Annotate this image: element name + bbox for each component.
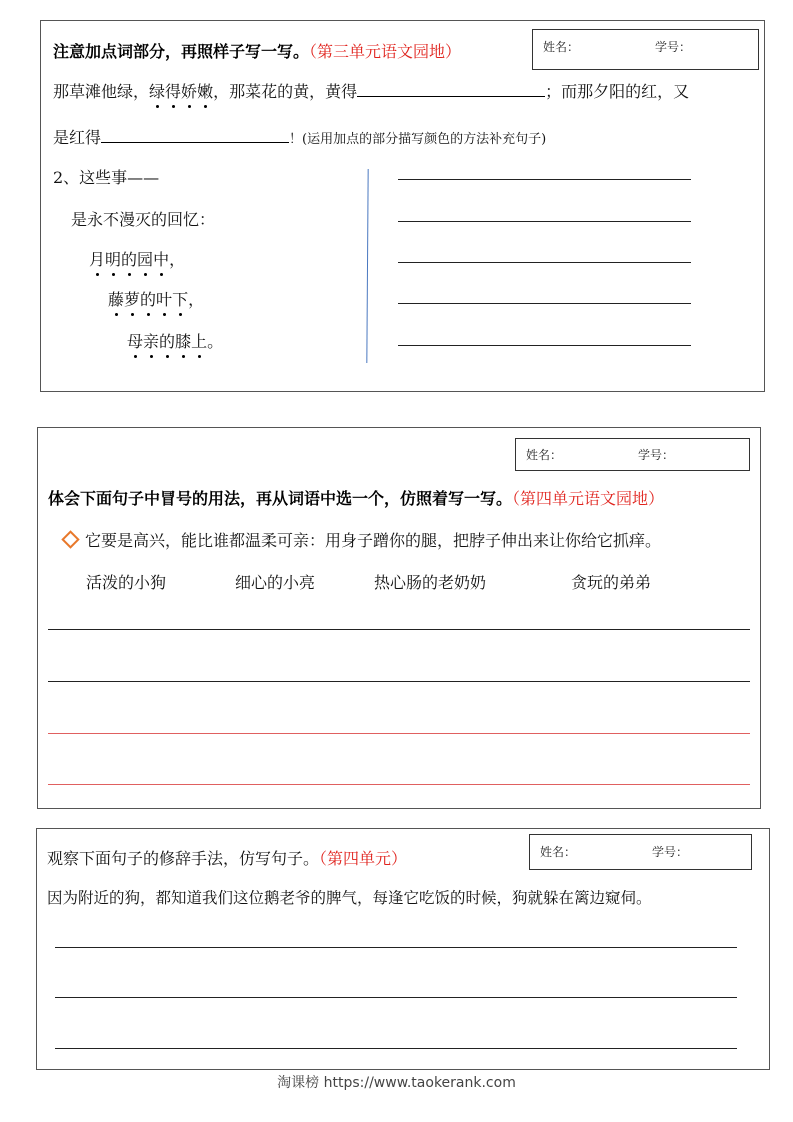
card1-line2: 是红得 ！(运用加点的部分描写颜色的方法补充句子) (53, 128, 547, 147)
dotted-char: 藤 (108, 287, 124, 310)
footer-watermark: 淘课榜 https://www.taokerank.com (277, 1075, 516, 1091)
word-choice[interactable]: 热心肠的老奶奶 (374, 573, 487, 592)
word-choice[interactable]: 贪玩的弟弟 (571, 573, 652, 592)
word-choice[interactable]: 细心的小亮 (235, 573, 316, 592)
name-label: 姓名： (540, 845, 577, 859)
dotted-char: 月 (89, 247, 105, 270)
id-label: 学号： (652, 845, 689, 859)
example-sentence: 它要是高兴，能比谁都温柔可亲：用身子蹭你的腿，把脖子伸出来让你给它抓痒。 (64, 528, 661, 551)
dotted-char: 下 (172, 287, 188, 310)
dotted-char: 园 (137, 247, 153, 270)
dotted-char: 萝 (124, 287, 140, 310)
id-label: 学号： (638, 448, 675, 462)
name-id-box-1[interactable] (532, 29, 759, 70)
dotted-char: 娇 (181, 79, 197, 102)
card1-title (53, 39, 461, 62)
vertical-divider (366, 169, 368, 363)
poem-line-3: 藤萝的叶下， (108, 287, 204, 310)
dotted-char: 的 (121, 247, 137, 270)
writing-line[interactable] (48, 733, 750, 734)
writing-line[interactable] (398, 345, 691, 346)
answer-blank-2[interactable] (101, 126, 289, 143)
word-choice[interactable]: 活泼的小狗 (86, 573, 167, 592)
writing-line[interactable] (48, 681, 750, 682)
name-label: 姓名： (543, 40, 580, 54)
card3-title: 观察下面句子的修辞手法，仿写句子。（第四单元） (47, 849, 408, 868)
writing-line[interactable] (55, 947, 737, 948)
q2-title: 2、这些事—— (53, 168, 160, 187)
dotted-char: 得 (165, 79, 181, 102)
dotted-char: 明 (105, 247, 121, 270)
poem-line-1: 是永不漫灭的回忆： (71, 210, 216, 229)
exercise-card-3 (36, 828, 770, 1070)
answer-blank-1[interactable] (357, 80, 545, 97)
dotted-phrase (149, 82, 213, 101)
poem-line-2: 月明的园中， (89, 247, 185, 270)
name-id-box-3[interactable] (529, 834, 752, 870)
writing-line[interactable] (398, 262, 691, 263)
card1-title-text: 注意加点词部分，再照样子写一写。 (53, 42, 310, 61)
card1-line1: 那草滩他绿，绿得娇嫩，那菜花的黄，黄得 ；而那夕阳的红，又 (53, 79, 689, 102)
dotted-char: 叶 (156, 287, 172, 310)
dotted-char: 亲 (143, 329, 159, 352)
dotted-char: 嫩 (197, 79, 213, 102)
poem-line-4: 母亲的膝上。 (127, 329, 223, 352)
diamond-bullet-icon (61, 530, 79, 548)
writing-line[interactable] (398, 221, 691, 222)
dotted-char: 绿 (149, 79, 165, 102)
dotted-char: 膝 (175, 329, 191, 352)
dotted-char: 中 (153, 247, 169, 270)
name-label: 姓名： (526, 448, 563, 462)
exercise-card-2 (37, 427, 761, 809)
dotted-char: 上 (191, 329, 207, 352)
model-sentence: 因为附近的狗，都知道我们这位鹅老爷的脾气，每逢它吃饭的时候，狗就躲在篱边窥伺。 (47, 889, 652, 907)
dotted-char: 母 (127, 329, 143, 352)
writing-line[interactable] (398, 303, 691, 304)
card2-title: 体会下面句子中冒号的用法，再从词语中选一个，仿照着写一写。（第四单元语文园地） (48, 489, 665, 508)
writing-line[interactable] (55, 1048, 737, 1049)
writing-line[interactable] (55, 997, 737, 998)
writing-line[interactable] (48, 629, 750, 630)
name-id-box-2[interactable] (515, 438, 750, 471)
dotted-char: 的 (140, 287, 156, 310)
card1-title-tag: （第三单元语文园地） (309, 42, 462, 61)
dotted-char: 的 (159, 329, 175, 352)
writing-line[interactable] (48, 784, 750, 785)
id-label: 学号： (655, 40, 692, 54)
writing-line[interactable] (398, 179, 691, 180)
exercise-card-1 (40, 20, 765, 392)
